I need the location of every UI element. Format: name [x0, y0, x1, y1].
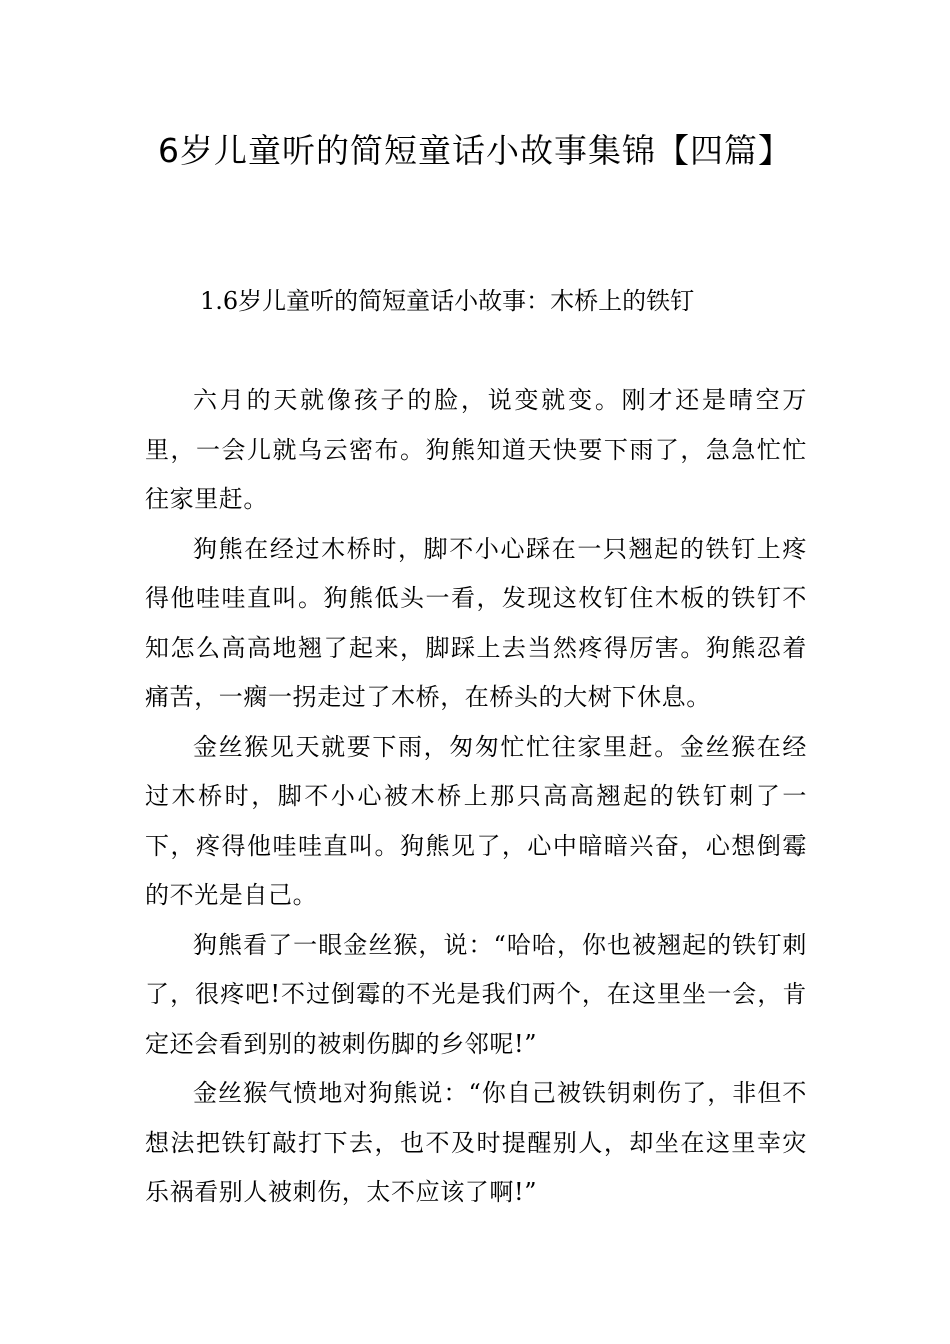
paragraph: 狗熊看了一眼金丝猴，说：“哈哈，你也被翘起的铁钉刺了，很疼吧!不过倒霉的不光是我们两个，在这里坐一会，肯定还会看到别的被刺伤脚的乡邻呢!” — [145, 930, 807, 1058]
section-heading: 1.6岁儿童听的简短童话小故事：木桥上的铁钉 — [200, 287, 695, 315]
document-title: 6岁儿童听的简短童话小故事集锦【四篇】 — [158, 131, 792, 170]
paragraph: 金丝猴气愤地对狗熊说：“你自己被铁钥刺伤了，非但不想法把铁钉敲打下去，也不及时提醒别人，却坐在这里幸灾乐祸看别人被刺伤，太不应该了啊!” — [145, 1079, 807, 1206]
paragraph: 狗熊在经过木桥时，脚不小心踩在一只翘起的铁钉上疼得他哇哇直叫。狗熊低头一看，发现这枚钉住木板的铁钉不知怎么高高地翘了起来，脚踩上去当然疼得厉害。狗熊忍着痛苦，一瘸一拐走过了木桥，在桥头的大树下休息。 — [145, 534, 807, 711]
paragraph: 金丝猴见天就要下雨，匆匆忙忙往家里赶。金丝猴在经过木桥时，脚不小心被木桥上那只高高翘起的铁钉刺了一下，疼得他哇哇直叫。狗熊见了，心中暗暗兴奋，心想倒霉的不光是自己。 — [145, 732, 807, 909]
paragraph: 六月的天就像孩子的脸，说变就变。刚才还是晴空万里，一会儿就乌云密布。狗熊知道天快要下雨了，急急忙忙往家里赶。 — [145, 386, 807, 513]
story-body — [145, 376, 807, 1218]
